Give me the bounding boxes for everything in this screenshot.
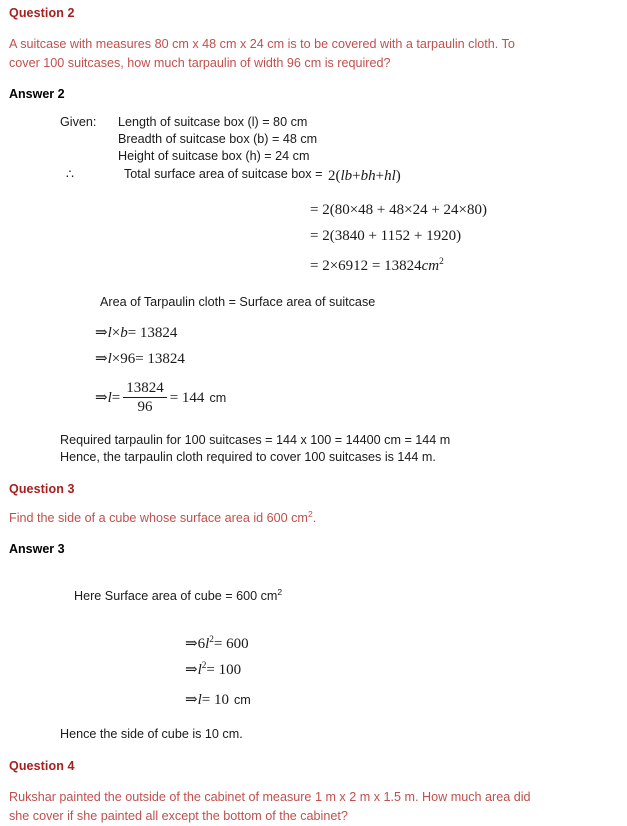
fraction-result: = 144 (169, 390, 205, 407)
times-icon: × (111, 325, 121, 341)
question-2-heading: Question 2 (9, 6, 75, 20)
fraction-result-unit: cm (209, 391, 227, 406)
formula-term-bh: bh (360, 168, 376, 184)
equation-l-times-96 (9, 349, 618, 369)
formula-plus-2: + (375, 168, 385, 184)
formula-term-hl: hl (384, 168, 396, 184)
question-4-heading: Question 4 (9, 759, 75, 774)
spacer (9, 622, 618, 634)
spacer (9, 743, 618, 759)
step-result-unit: cm (421, 258, 440, 274)
coefficient-6: 6 (197, 636, 206, 653)
times-icon: × (111, 351, 121, 367)
implies-arrow-icon: ⇒ (95, 325, 108, 341)
total-surface-area-row (60, 166, 618, 186)
equals-value: = 10 (201, 692, 229, 709)
implies-arrow-icon: ⇒ (95, 351, 108, 367)
result-unit: cm (233, 693, 251, 708)
implies-arrow-icon: ⇒ (95, 390, 108, 407)
given-row-length (60, 114, 618, 131)
formula-term-lb: lb (340, 168, 353, 184)
equation-6l2 (9, 634, 618, 654)
question-3-body-text: Find the side of a cube whose surface area id 600 cm (9, 511, 308, 526)
spacer (9, 557, 618, 571)
given-block (9, 114, 618, 186)
variable-l: l (205, 636, 210, 653)
implies-arrow-icon: ⇒ (185, 636, 198, 653)
question-2-body-line-1: A suitcase with measures 80 cm x 48 cm x 24 cm is to be covered with a tarpaulin cloth. To (9, 37, 515, 51)
given-line-breadth: Breadth of suitcase box (b) = 48 cm (118, 132, 318, 146)
equation-l2 (9, 660, 618, 680)
value-96: 96 (120, 351, 136, 367)
question-4-body-line-2: she cover if she painted all except the bottom of the cabinet? (9, 809, 348, 824)
equals-value: = 13824 (135, 351, 185, 367)
question-4-body-line-1: Rukshar painted the outside of the cabinet of measure 1 m x 2 m x 1.5 m. How much area did (9, 790, 531, 805)
variable-l: l (197, 662, 202, 679)
given-label-spacer (60, 131, 118, 148)
spacer (9, 21, 618, 35)
step-products: = 2(3840 + 1152 + 1920) (310, 228, 462, 244)
spacer (9, 466, 618, 482)
variable-l: l (107, 390, 112, 407)
given-row-height (60, 148, 618, 165)
formula-plus-1: + (352, 168, 361, 184)
spacer (9, 246, 618, 256)
spacer (9, 369, 618, 381)
formula-prefix: 2( (327, 168, 341, 184)
tarpaulin-equality: Area of Tarpaulin cloth = Surface area of suitcase (100, 295, 376, 309)
question-2-body-line-2: cover 100 suitcases, how much tarpaulin of width 96 cm is required? (9, 56, 391, 70)
question-3-body (9, 509, 618, 528)
spacer (9, 680, 618, 690)
question-3-heading: Question 3 (9, 482, 75, 497)
implies-arrow-icon: ⇒ (185, 692, 198, 709)
variable-l: l (107, 351, 112, 367)
variable-l: l (107, 325, 112, 341)
fraction-numerator: 13824 (126, 380, 164, 396)
answer-2-heading: Answer 2 (9, 87, 65, 101)
spacer (9, 710, 618, 726)
equals-value: = 100 (206, 662, 242, 679)
equals-value: = 600 (213, 636, 249, 653)
answer-3-intro-text: Here Surface area of cube = 600 cm (74, 589, 278, 604)
spacer (9, 774, 618, 788)
therefore-icon: ∴ (66, 167, 75, 181)
spacer (9, 186, 618, 200)
spacer (9, 73, 618, 87)
equation-l-times-b (9, 323, 618, 343)
step-substitute: = 2(80×48 + 48×24 + 24×80) (310, 202, 487, 218)
variable-b: b (120, 325, 128, 341)
spacer (9, 416, 618, 432)
step-result (9, 256, 618, 276)
tsa-formula (328, 166, 401, 186)
question-3-body-period: . (312, 511, 317, 526)
tsa-label: Total surface area of suitcase box = (124, 167, 326, 181)
exponent-2: 2 (209, 635, 214, 646)
answer-3-intro (9, 571, 618, 622)
equals-value: = 13824 (127, 325, 178, 341)
implies-arrow-icon: ⇒ (185, 662, 198, 679)
spacer (9, 102, 618, 114)
step-result-lead: = 2×6912 = 13824 (310, 258, 422, 274)
answer-3-closing: Hence the side of cube is 10 cm. (60, 727, 243, 742)
given-row-breadth (60, 131, 618, 148)
spacer (9, 497, 618, 509)
fraction-denominator: 96 (123, 397, 167, 415)
spacer (9, 311, 618, 323)
given-line-height: Height of suitcase box (h) = 24 cm (118, 149, 310, 163)
fraction (123, 380, 167, 415)
equals-sign: = (111, 390, 121, 407)
given-label-spacer (60, 148, 118, 165)
question-3-exponent: 2 (307, 509, 313, 520)
variable-l: l (197, 692, 202, 709)
given-label: Given: (60, 115, 97, 129)
answer-2-closing-line-1: Required tarpaulin for 100 suitcases = 144 x 100 = 14400 cm = 144 m (60, 433, 451, 448)
equation-fraction-solve (9, 381, 618, 416)
equation-l-equals-10 (9, 690, 618, 710)
exponent-2: 2 (201, 661, 207, 672)
step-result-exponent: 2 (439, 257, 444, 267)
given-line-length: Length of suitcase box (l) = 80 cm (118, 115, 308, 129)
spacer (9, 276, 618, 294)
answer-2-closing-line-2: Hence, the tarpaulin cloth required to cover 100 suitcases is 144 m. (60, 450, 436, 465)
answer-3-intro-exponent: 2 (277, 587, 283, 598)
formula-suffix: ) (395, 168, 401, 184)
answer-3-heading: Answer 3 (9, 542, 65, 557)
spacer (9, 528, 618, 542)
